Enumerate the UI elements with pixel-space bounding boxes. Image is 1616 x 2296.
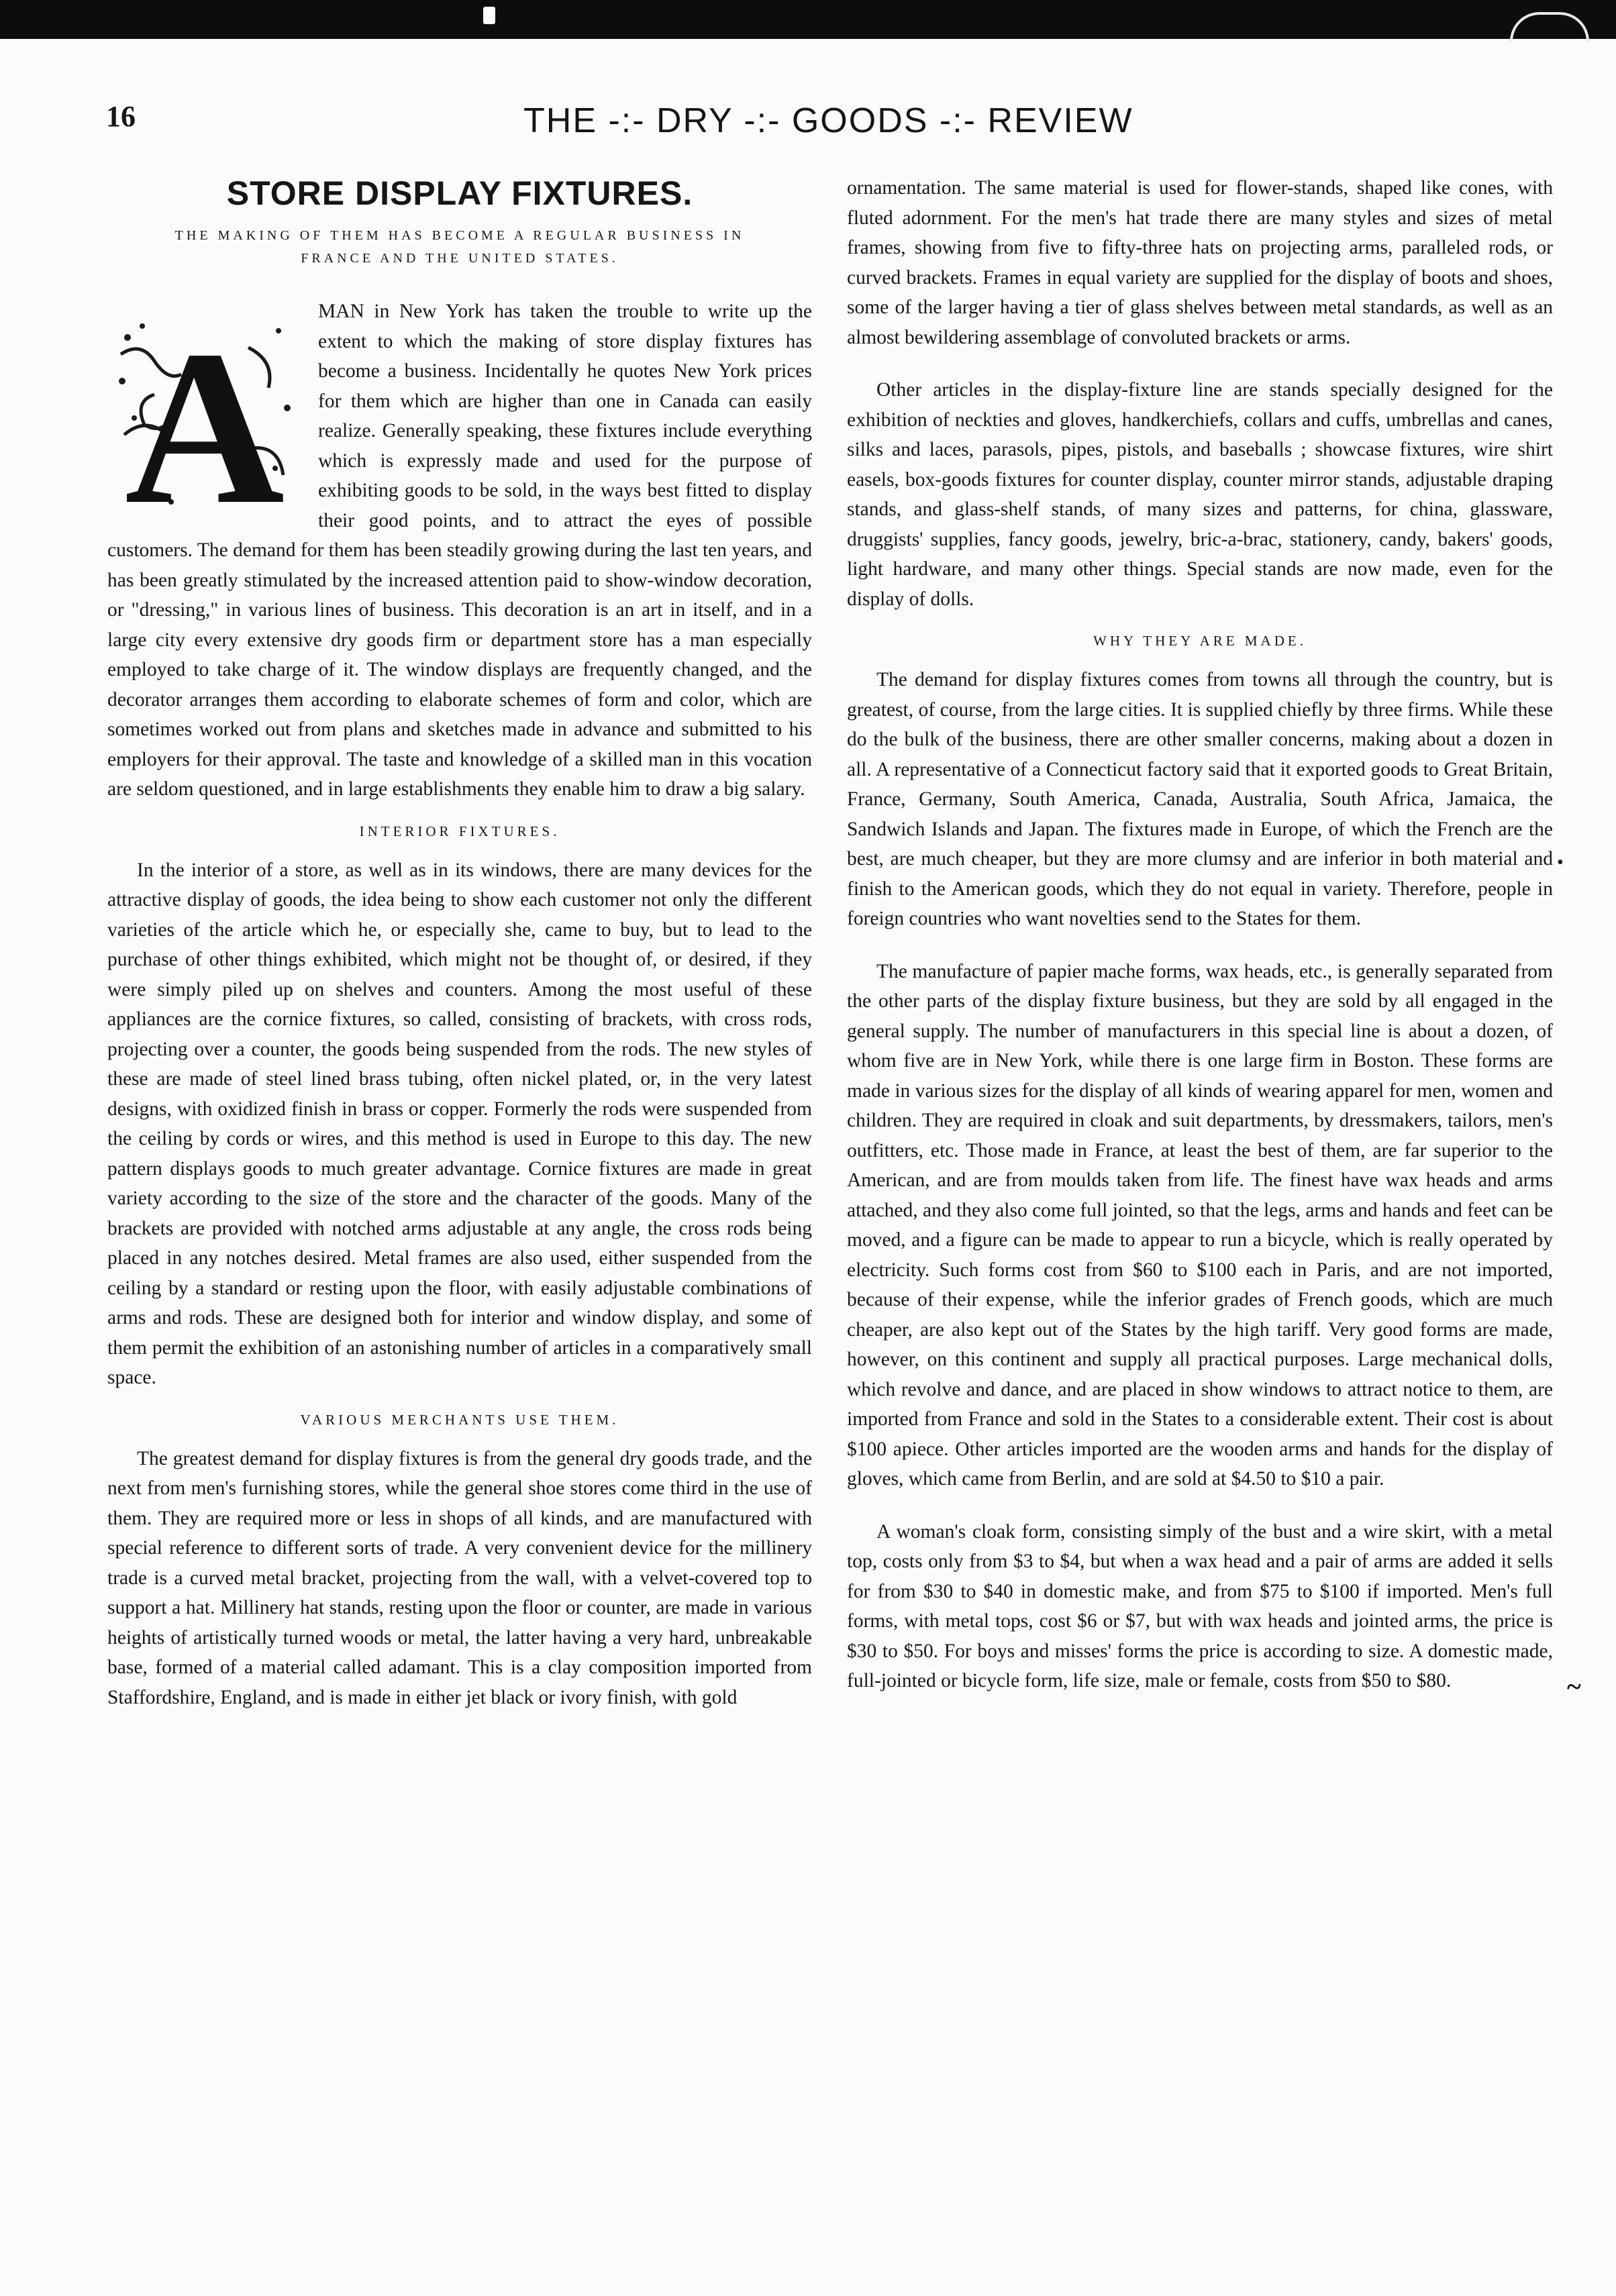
right-paragraph-ornamentation: ornamentation. The same material is used for flower-stands, shaped like cones, with fluted adornment. For the men's hat trade there are many styles and sizes of metal frames, showing from five to fifty-three hats on projecting arms, paralleled rods, or curved brackets. Frames in equal variety are supplied for the display of boots and shoes, some of the larger having a tier of glass shelves between metal standards, as well as an almost bewildering assemblage of convoluted brackets or arms. <box>847 177 1553 348</box>
section-heading-merchants: VARIOUS MERCHANTS USE THEM. <box>300 1411 619 1428</box>
article-subheading: THE MAKING OF THEM HAS BECOME A REGULAR BUSINESS IN FRANCE AND THE UNITED STATES. <box>174 228 745 266</box>
margin-scribble: ~ <box>1567 1671 1581 1702</box>
page-top-border <box>0 0 1616 39</box>
dropcap-ornament <box>107 301 302 522</box>
article-intro: MAN in New York has taken the trouble to write up the extent to which the making of store display fixtures has become a business. Incidentally he quotes New York prices for them which are higher than one in Canada can easily realize. Generally speaking, these fixtures include everything which is expressly made and used for the purpose of exhibiting goods to be sold, in the ways best fitted to display their good points, and to attract the eyes of possible customers. The demand for them has been steadily growing during the last ten years, and has been greatly stimulated by the increased attention paid to show-window decoration, or "dressing," in various lines of business. This decoration is an art in itself, and in a large city every extensive dry goods firm or department store has a man especially employed to take charge of it. The window displays are frequently changed, and the decorator arranges them according to elaborate schemes of form and color, which are sometimes worked out from plans and sketches made in advance and submitted to his employers for their approval. The taste and knowledge of a skilled man in this vocation are seldom questioned, and in large establishments they enable him to draw a big salary. <box>107 301 812 800</box>
right-paragraph-cloak-form: A woman's cloak form, consisting simply of the bust and a wire skirt, with a metal top, costs only from $3 to $4, but when a wax head and a pair of arms are added it sells for from $30 to $40 in domestic make, and from $75 to $100 if imported. Men's full forms, with metal tops, cost $6 or $7, but with wax heads and jointed arms, the price is $30 to $50. For boys and misses' forms the price is according to size. A domestic made, full-jointed or bicycle form, life size, male or female, costs from $50 to $80. <box>847 1520 1553 1691</box>
section-heading-why: WHY THEY ARE MADE. <box>1093 633 1307 649</box>
article-title: STORE DISPLAY FIXTURES. <box>226 174 693 212</box>
dropcap-letter: A <box>124 305 285 522</box>
section-text-merchants: The greatest demand for display fixtures is from the general dry goods trade, and the next from men's furnishing stores, while the general shoe stores come third in the use of them. They are required more or less in shops of all kinds, and are manufactured with special reference to different sorts of trade. A very convenient device for the millinery trade is a curved metal bracket, projecting from the wall, with a velvet-covered top to support a hat. Millinery hat stands, resting upon the floor or counter, are made in various heights of artistically turned woods or metal, the latter having a very hard, unbreakable base, formed of a material called adamant. This is a clay composition imported from Staffordshire, England, and is made in either jet black or ivory finish, with gold <box>107 1447 812 1708</box>
scan-swoosh <box>1510 12 1589 42</box>
page-number: 16 <box>106 100 136 133</box>
right-paragraph-other-articles: Other articles in the display-fixture line are stands specially designed for the exhibition of neckties and gloves, handkerchiefs, collars and cuffs, umbrellas and canes, silks and laces, parasols, pipes, pistols, and baseballs ; showcase fixtures, wire shirt easels, box-goods fixtures for counter display, counter mirror stands, adjustable draping stands, and glass-shelf stands, of many sizes and patterns, for china, glassware, druggists' supplies, fancy goods, jewelry, bric-a-brac, stationery, candy, bakers' goods, light hardware, and many other things. Special stands are now made, even for the display of dolls. <box>847 379 1553 610</box>
section-heading-interior: INTERIOR FIXTURES. <box>359 823 560 839</box>
right-paragraph-demand: The demand for display fixtures comes from towns all through the country, but is greatest, of course, from the large cities. It is supplied chiefly by three firms. While these do the bulk of the business, there are other smaller concerns, making about a dozen in all. A representative of a Connecticut factory said that it exported goods to Great Britain, France, Germany, South America, Canada, Australia, South Africa, Jamaica, the Sandwich Islands and Japan. The fixtures made in Europe, of which the French are the best, are much cheaper, but they are more clumsy and are inferior in both material and finish to the American goods, which they do not equal in variety. Therefore, people in foreign countries who want novelties send to the States for them. <box>847 669 1553 929</box>
right-paragraph-forms: The manufacture of papier mache forms, wax heads, etc., is generally separated from the other parts of the display fixture business, but they are sold by all engaged in the general supply. The number of manufacturers in this special line is about a dozen, of whom five are in New York, while there is one large firm in Boston. These forms are made in various sizes for the display of all kinds of wearing apparel for men, women and children. They are required in cloak and suit departments, by dressmakers, tailors, men's outfitters, etc. Those made in France, at least the best of them, are far superior to the American, and are from moulds taken from life. The finest have wax heads and arms attached, and they also come full jointed, so that the legs, arms and hands and feet can be moved, and a figure can be made to appear to run a bicycle, which is really operated by electricity. Such forms cost from $60 to $100 each in Paris, and are not imported, because of their expense, while the inferior grades of French goods, which are much cheaper, are also kept out of the States by the high tariff. Very good forms are made, however, on this continent and supply all practical purposes. Large mechanical dolls, which revolve and dance, and are placed in show windows to attract notice to them, are imported from France and sold in the States to a considerable extent. Their cost is about $100 apiece. Other articles imported are the wooden arms and hands for the display of gloves, which came from Berlin, and are sold at $4.50 to $10 a pair. <box>847 960 1553 1490</box>
margin-mark: • <box>1557 852 1564 873</box>
section-text-interior: In the interior of a store, as well as in its windows, there are many devices for the attractive display of goods, the idea being to show each customer not only the different varieties of the article which he, or especially she, came to buy, but to lead to the purchase of other things exhibited, which might not be thought of, or desired, if they were simply piled up on shelves and counters. Among the most useful of these appliances are the cornice fixtures, so called, consisting of brackets, with cross rods, projecting over a counter, the goods being suspended from the rods. The new styles of these are made of steel lined brass tubing, often nickel plated, or, in the very latest designs, with oxidized finish in brass or copper. Formerly the rods were suspended from the ceiling by cords or wires, and this method is used in Europe to this day. The new pattern displays goods to much greater advantage. Cornice fixtures are made in great variety according to the size of the store and the character of the goods. Many of the brackets are provided with notched arms adjustable at any angle, the cross rods being placed in any notches desired. Metal frames are also used, either suspended from the ceiling by a standard or resting upon the floor, with easily adjustable combinations of arms and rods. These are designed both for interior and window display, and some of them permit the exhibition of an astonishing number of articles in a comparatively small space. <box>107 859 812 1388</box>
left-column <box>107 173 812 1712</box>
masthead: THE -:- DRY -:- GOODS -:- REVIEW <box>523 101 1133 140</box>
scan-mark <box>483 7 495 24</box>
right-column <box>847 173 1553 1696</box>
